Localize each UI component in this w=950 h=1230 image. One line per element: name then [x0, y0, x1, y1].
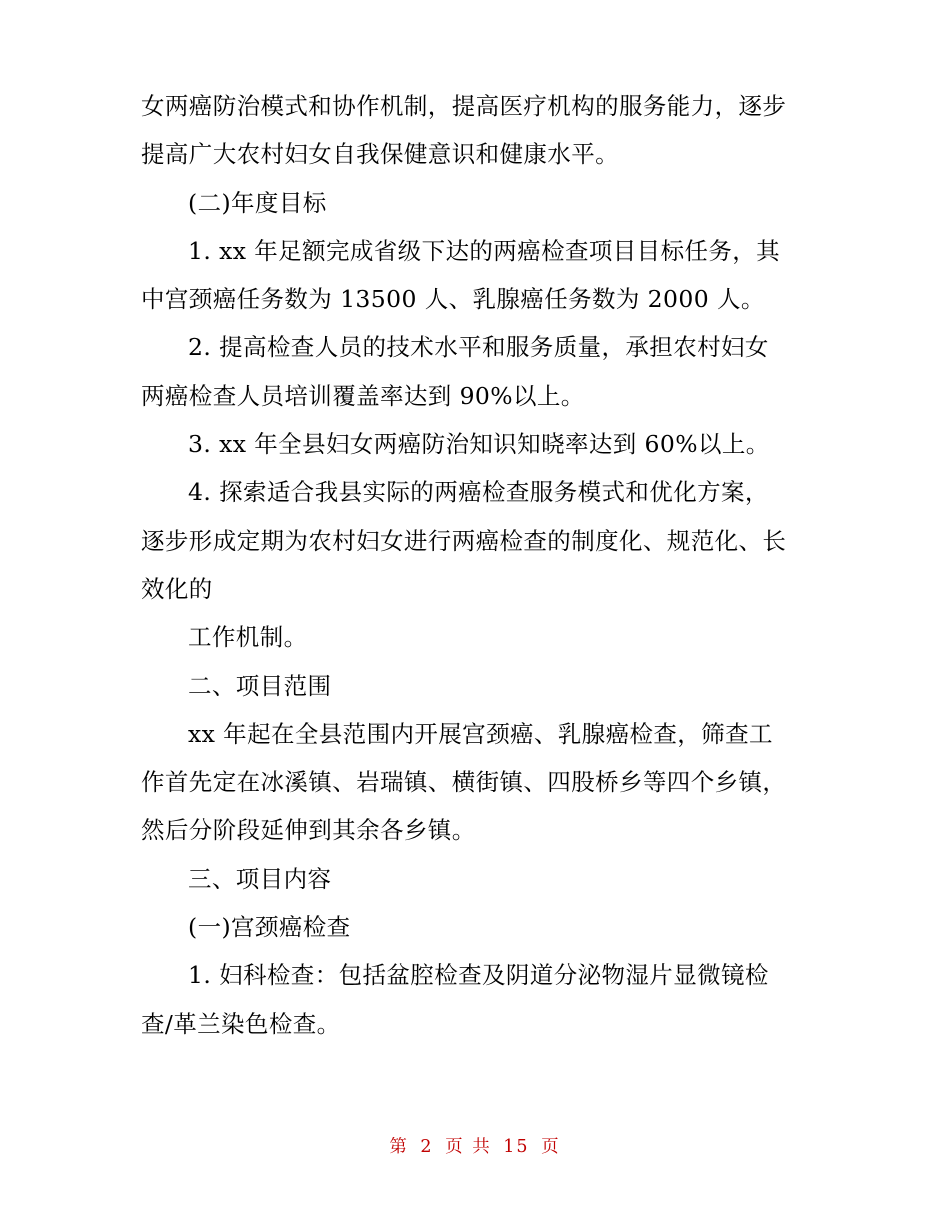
document-body [141, 82, 813, 1048]
footer-middle: 页 共 [445, 1137, 492, 1157]
text-line: 1. 妇科检查：包括盆腔检查及阴道分泌物湿片显微镜检 [188, 961, 769, 990]
text-line: 逐步形成定期为农村妇女进行两癌检查的制度化、规范化、长 [141, 526, 787, 555]
section-heading: (一)宫颈癌检查 [188, 913, 351, 942]
text-line: 两癌检查人员培训覆盖率达到 90%以上。 [141, 381, 585, 410]
text-line: 提高广大农村妇女自我保健意识和健康水平。 [141, 140, 619, 169]
text-line: 工作机制。 [188, 623, 308, 652]
footer-prefix: 第 [389, 1137, 409, 1157]
text-line: 3. xx 年全县妇女两癌防治知识知晓率达到 60%以上。 [188, 430, 770, 459]
current-page-number: 2 [420, 1137, 434, 1157]
section-heading: (二)年度目标 [188, 188, 327, 217]
page-footer [0, 1133, 950, 1158]
section-heading: 二、项目范围 [188, 671, 332, 700]
footer-suffix: 页 [541, 1137, 561, 1157]
text-line: 1. xx 年足额完成省级下达的两癌检查项目目标任务，其 [188, 236, 781, 265]
text-line: 效化的 [141, 574, 213, 603]
text-line: 女两癌防治模式和协作机制，提高医疗机构的服务能力，逐步 [141, 92, 787, 120]
text-line: xx 年起在全县范围内开展宫颈癌、乳腺癌检查，筛查工 [188, 719, 773, 748]
text-line: 作首先定在冰溪镇、岩瑞镇、横街镇、四股桥乡等四个乡镇， [141, 768, 787, 797]
text-line: 查/革兰染色检查。 [141, 1009, 341, 1038]
section-heading: 三、项目内容 [188, 864, 332, 893]
text-line: 2. 提高检查人员的技术水平和服务质量，承担农村妇女 [188, 333, 769, 362]
text-line: 中宫颈癌任务数为 13500 人、乳腺癌任务数为 2000 人。 [141, 285, 765, 314]
total-page-count: 15 [503, 1137, 530, 1157]
text-line: 然后分阶段延伸到其余各乡镇。 [141, 816, 476, 845]
text-line: 4. 探索适合我县实际的两癌检查服务模式和优化方案， [188, 478, 769, 507]
